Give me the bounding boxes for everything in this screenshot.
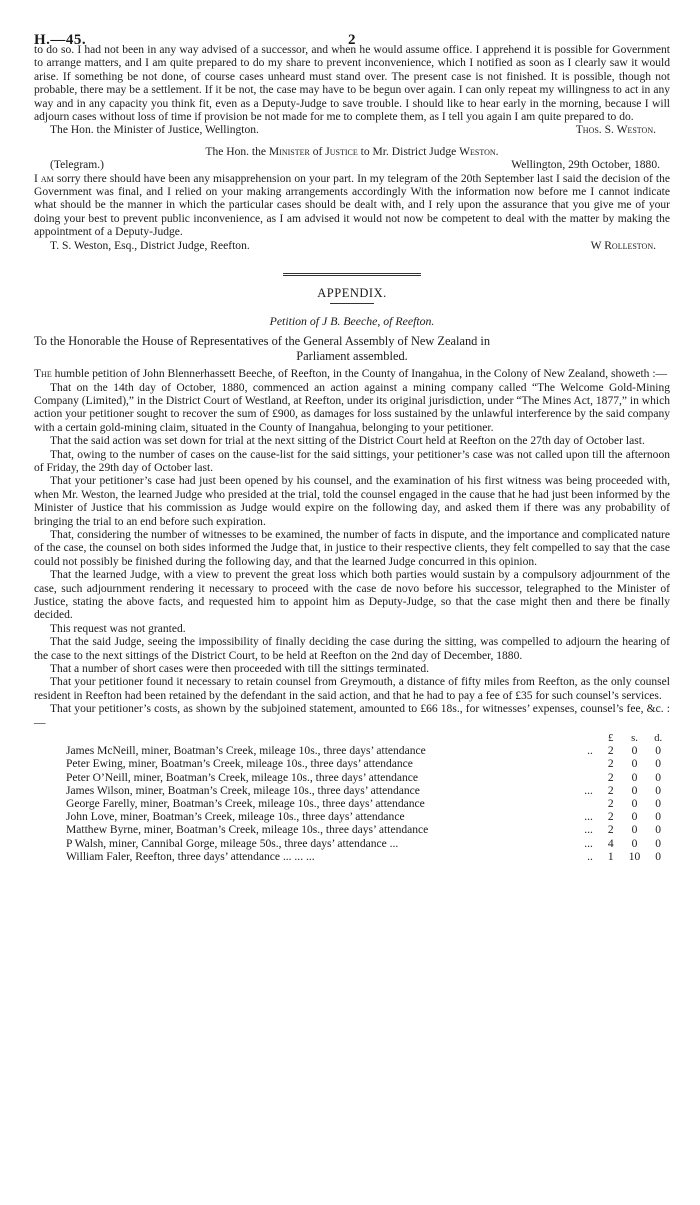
ledger-row-shillings: 0: [631, 798, 638, 811]
appendix-underline: [330, 303, 374, 304]
letter-addressee: The Hon. the Minister of Justice, Wellington.: [50, 124, 259, 137]
petition-title: Petition of J B. Beeche, of Reefton.: [269, 314, 435, 329]
ledger-row-shillings: 10: [628, 850, 641, 863]
telegram-type: (Telegram.): [50, 159, 105, 172]
ledger-row-pounds: 1: [607, 850, 614, 863]
ledger-row: [34, 838, 670, 851]
petition-opening-text: humble petition of John Blennerhassett Beeche, of Reefton, in the County of Inangahua, in the Colony of New Zealand, showeth :—: [51, 368, 668, 381]
ledger-row-shillings: 0: [631, 837, 638, 850]
telegram-heading-recipient: Weston: [459, 145, 496, 158]
ledger-header-row: [34, 732, 670, 745]
ledger-row-leader: ...: [584, 811, 593, 824]
letter-signoff: [34, 124, 670, 137]
ledger-row-description: John Love, miner, Boatman’s Creek, mileage 10s., three days’ attendance: [66, 811, 405, 824]
ledger-row-description: James Wilson, miner, Boatman’s Creek, mileage 10s., three days’ attendance: [66, 784, 420, 797]
telegram-heading-mid: to Mr. District Judge: [357, 145, 460, 158]
ledger-row-pence: 0: [655, 850, 662, 863]
ledger-row: [34, 745, 670, 758]
telegram-heading-of: of: [309, 145, 326, 158]
telegram-heading-minister: Minister: [268, 145, 310, 158]
petition-address-line-2: Parliament assembled.: [296, 349, 408, 364]
ledger-row-pounds: 2: [607, 745, 614, 758]
petition-paragraph: This request was not granted.: [50, 622, 186, 635]
petition-paragraph: That the said Judge, seeing the impossibility of finally deciding the case during the sitting, was compelled to adjourn the hearing of the case to the next sittings of the District Court, to be held at Reefton on the 2nd day of December, 1880.: [34, 636, 670, 662]
ledger-row-shillings: 0: [631, 824, 638, 837]
petition-paragraph: That your petitioner’s case had just been opened by his counsel, and the examination of his first witness was being proceeded with, when Mr. Weston, the learned Judge who presided at the trial, told the counsel engaged in the cause that he had just been informed by the Minister of Justice that his commission as Judge would expire on the following day, and asked them if there was any probability of bringing the trial to an end before such expiration.: [34, 475, 670, 528]
ledger-row-pence: 0: [655, 745, 662, 758]
telegram-dateline: Wellington, 29th October, 1880.: [511, 159, 660, 172]
ledger-row-shillings: 0: [631, 745, 638, 758]
petition-paragraph: That your petitioner’s costs, as shown by the subjoined statement, amounted to £66 18s., for witnesses’ expenses, counsel’s fee, &c. :—: [34, 703, 670, 729]
petition-paragraph: That the said action was set down for trial at the next sitting of the District Court held at Reefton on the 27th day of October last.: [50, 435, 645, 448]
ledger-row-pence: 0: [655, 784, 662, 797]
appendix-heading: APPENDIX.: [317, 286, 387, 301]
telegram-body-text: sorry there should have been any misapprehension on your part. In my telegram of the 20th September last I said the decision of the Government was final, and I relied on your making arrangements accordingly With the information now before me I cannot indicate what should be the manner in which the particular cases should be dealt with, and I rely upon the assurance that you give me of your doing your best to prevent public inconvenience, as I am advised it would not now be competent to deal with the matter by making the appointment of a Deputy-Judge.: [34, 172, 670, 239]
ledger-row-description: Peter O’Neill, miner, Boatman’s Creek, mileage 10s., three days’ attendance: [66, 771, 419, 784]
ledger-row: [34, 758, 670, 771]
ledger-row-description: James McNeill, miner, Boatman’s Creek, mileage 10s., three days’ attendance: [66, 745, 426, 758]
telegram-heading-text: The Hon. the: [205, 145, 269, 158]
ledger-row: [34, 785, 670, 798]
ledger-row: [34, 811, 670, 824]
ledger-row: [34, 772, 670, 785]
ledger-row-pence: 0: [655, 811, 662, 824]
page-number: 2: [348, 32, 356, 48]
letter-body: to do so. I had not been in any way advised of a successor, and when he would assume office. I apprehend it is possible for Government to arrange matters, and I am quite prepared to do my share to prevent inconvenience, which I notified as soon as I clearly saw it would arise. If something be not done, of course cases unheard must stand over. The present case is not finished. It is possible, though not probable, there may be a settlement. If it be not, the case may have to be begun over again. I can only repeat my willingness to act in any way and in any capacity you think fit, even as a Deputy-Judge to save trouble. I should like to hear early in the morning, because I will adjourn cases without loss of time if provision be not made for me to complete them, as I tell you again I am quite prepared to do.: [34, 44, 670, 124]
ledger-row-pounds: 2: [607, 771, 614, 784]
ledger-row-leader: ...: [584, 824, 593, 837]
ledger-row-pence: 0: [655, 758, 662, 771]
ledger-row-shillings: 0: [631, 811, 638, 824]
petition-opening-first: The: [34, 368, 52, 381]
document-page: [34, 0, 670, 864]
petition-paragraph: That on the 14th day of October, 1880, commenced an action against a mining company called “The Welcome Gold-Mining Company (Limited),” in the District Court of Westland, at Reefton, under its original jurisdiction, under “The Mines Act, 1877,” in which action your petitioner sought to recover the sum of £900, as damages for loss sustained by the unlawful interference by the said company with a certain gold-mining claim, situated in the County of Inangahua, belonging to your petitioner.: [34, 381, 670, 434]
letter-signature: Thos. S. Weston.: [575, 124, 656, 137]
telegram-signoff: [34, 240, 670, 253]
petition-address-line-1: To the Honorable the House of Representatives of the General Assembly of New Zealand in: [34, 334, 491, 349]
ledger-row-pounds: 4: [607, 837, 614, 850]
ledger-row-shillings: 0: [631, 771, 638, 784]
ledger-row-pounds: 2: [607, 811, 614, 824]
telegram-signature: W Rolleston.: [590, 239, 656, 252]
ledger-row-leader: ...: [584, 784, 593, 797]
petition-paragraph: That your petitioner found it necessary to retain counsel from Greymouth, a distance of fifty miles from Reefton, as the only counsel resident in Reefton had been retained by the defendant in the said action, and that he had to pay a fee of £35 for such counsel’s services.: [34, 676, 670, 702]
ledger-row: [34, 798, 670, 811]
ledger-row-description: Matthew Byrne, miner, Boatman’s Creek, mileage 10s., three days’ attendance: [66, 824, 429, 837]
ledger-row-leader: [548, 798, 599, 811]
section-divider: [283, 273, 421, 276]
ledger-row-leader: [548, 772, 599, 785]
ledger-row-description: George Farelly, miner, Boatman’s Creek, mileage 10s., three days’ attendance: [66, 798, 425, 811]
ledger-row-pence: 0: [655, 798, 662, 811]
ledger-row-pounds: 2: [607, 824, 614, 837]
ledger-header-pounds: £: [608, 733, 614, 745]
ledger-row-shillings: 0: [631, 784, 638, 797]
petition-paragraph: That, owing to the number of cases on the cause-list for the said sittings, your petitioner’s case was not called upon till the afternoon of Friday, the 29th day of October last.: [34, 448, 670, 474]
telegram-body-first: I am: [34, 172, 54, 185]
ledger-row-leader: [548, 758, 599, 771]
ledger-row-pounds: 2: [607, 798, 614, 811]
ledger-row-description: Peter Ewing, miner, Boatman’s Creek, mileage 10s., three days’ attendance: [66, 758, 413, 771]
telegram-body: [34, 173, 670, 240]
ledger-header-shillings: s.: [631, 733, 638, 745]
petition-paragraph: That the learned Judge, with a view to prevent the great loss which both parties would sustain by a compulsory adjournment of the case, such adjournment rendering it necessary to proceed with the case de novo before his successor, telegraphed to the Minister of Justice, stating the above facts, and requested him to appoint him as Deputy-Judge, so that the case might then and there be finally decided.: [34, 569, 670, 622]
ledger-row-pounds: 2: [607, 784, 614, 797]
petition-paragraph: That a number of short cases were then proceeded with till the sittings terminated.: [50, 663, 430, 676]
ledger-rows: [34, 745, 670, 864]
ledger-header-pence: d.: [654, 733, 663, 745]
page-header: [34, 0, 670, 48]
costs-ledger: [34, 732, 670, 864]
document-id: H.—45.: [34, 32, 87, 48]
ledger-row-leader: ..: [587, 850, 593, 863]
ledger-row-leader: ..: [587, 745, 593, 758]
petition-paragraph: That, considering the number of witnesses to be examined, the number of facts in dispute, and the importance and complicated nature of the case, the counsel on both sides informed the Judge that, in justice to their respective clients, they felt compelled to say that the case could not possibly be finished during the following day, and that the learned Judge concurred in this opinion.: [34, 528, 670, 568]
ledger-row-leader: ...: [584, 837, 593, 850]
ledger-row-description: P Walsh, miner, Cannibal Gorge, mileage 50s., three days’ attendance ...: [66, 837, 399, 850]
ledger-row-shillings: 0: [631, 758, 638, 771]
telegram-heading: [34, 146, 670, 159]
ledger-row: [34, 851, 670, 864]
ledger-row-pounds: 2: [607, 758, 614, 771]
ledger-row-description: William Faler, Reefton, three days’ attendance ... ... ...: [66, 850, 315, 863]
ledger-row-pence: 0: [655, 771, 662, 784]
telegram-heading-end: .: [495, 145, 499, 158]
telegram-heading-justice: Justice: [325, 145, 358, 158]
telegram-addressee: T. S. Weston, Esq., District Judge, Reefton.: [50, 239, 250, 252]
ledger-row-pence: 0: [655, 837, 662, 850]
ledger-row-pence: 0: [655, 824, 662, 837]
ledger-row: [34, 824, 670, 837]
telegram-dateline-row: [34, 159, 670, 172]
petition-opening: [34, 368, 670, 381]
